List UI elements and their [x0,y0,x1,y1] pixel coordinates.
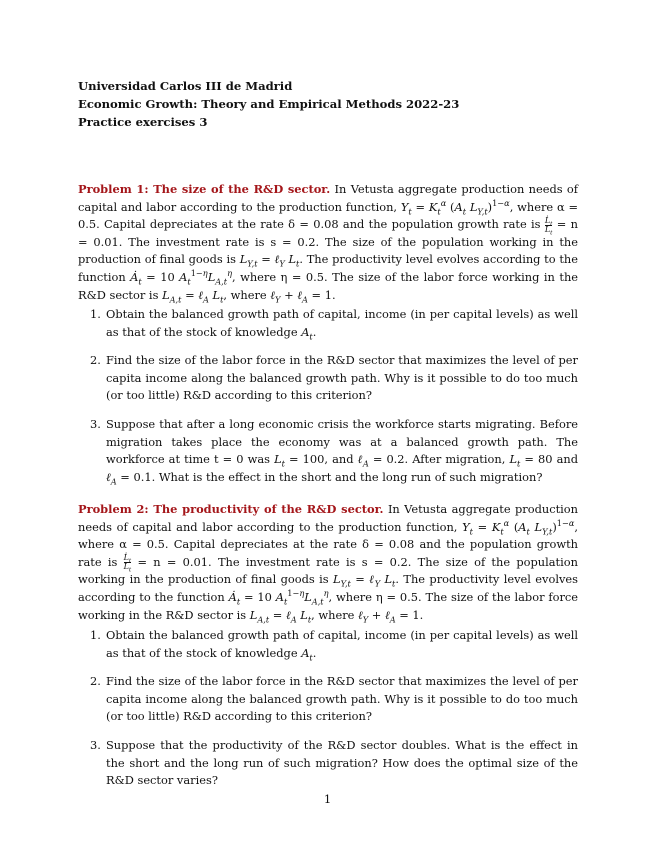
problem-2-question-2: 2. Find the size of the labor force in the R&D sector that maximizes the level of per capita income along the balanced growth path. Why is it possible to do too much (or too little) R&D according to this criterion? [90,674,578,724]
problem-1-questions [78,306,578,497]
problem-2-title: Problem 2: The productivity of the R&D sector. [78,502,384,516]
course-title: Economic Growth: Theory and Empirical Methods 2022-23 [78,97,460,111]
problem-1-question-3: 3. Suppose that after a long economic crisis the workforce starts migrating. Before migration takes place the economy was at a balanced growth path. The workforce at time t = 0 was $L_t = 100$, and ℓ$_A$ = 0.2. After migration, $L_t = 80$ and ℓ$_A$ = 0.1. What is the effect in the short and the long run of such migration? [90,416,579,487]
document-header [78,77,578,131]
page-number: 1 [323,792,332,806]
exercise-title: Practice exercises 3 [78,115,208,129]
problem-1-title: Problem 1: The size of the R&D sector. [78,182,331,196]
problem-2-question-1: 1. Obtain the balanced growth path of capital, income (in per capital levels) as well as that of the stock of knowledge $A_t$. [90,628,578,662]
university-name: Universidad Carlos III de Madrid [78,79,293,93]
problem-1-question-2: 2. Find the size of the labor force in the R&D sector that maximizes the level of per capita income along the balanced growth path. Why is it possible to do too much (or too little) R&D according to this criterion? [90,353,578,403]
problem-1-statement: Problem 1: The size of the R&D sector. In Vetusta aggregate production needs of capital and labor according to the production function, $Y_t = K_t^\alpha$ ($A_t$ $L_{Y,t})^{1-\alpha}$, where α = 0.5. Capital depreciates at the rate δ = 0.08 and the population growth rate is $\frac{L̇_t}{L_t}$ = n = 0.01. The investment rate is s = 0.2. The size of the population working in the production of final goods is $L_{Y,t}$ = ℓ$_Y$ $L_t$. The productivity level evolves according to the function $Ȧ_t = 10$ $A_t^{1-\eta}L_{A,t}^\eta$, where η = 0.5. The size of the labor force working in the R&D sector is $L_{A,t}$ = ℓ$_A$ $L_t$, where ℓ$_Y$ + ℓ$_A$ = 1. [78,182,579,304]
problem-2-question-3: 3. Suppose that the productivity of the R&D sector doubles. What is the effect in the short and the long run of such migration? How does the optimal size of the R&D sector varies? [90,737,578,788]
problem-1-question-1: 1. Obtain the balanced growth path of capital, income (in per capital levels) as well as that of the stock of knowledge $A_t$. [90,307,578,341]
problem-2-questions [78,627,578,801]
problem-2-statement: Problem 2: The productivity of the R&D sector. In Vetusta aggregate production needs of capital and labor according to the production function, $Y_t = K_t^\alpha$ ($A_t$ $L_{Y,t})^{1-\alpha}$, where α = 0.5. Capital depreciates at the rate δ = 0.08 and the population growth rate is $\frac{L̇_t}{L_t}$ = n = 0.01. The investment rate is s = 0.2. The size of the population working in the production of final goods is $L_{Y,t}$ = ℓ$_Y$ $L_t$. The productivity level evolves according to the function $Ȧ_t = 10$ $A_t^{1-\eta}L_{A,t}^\eta$, where η = 0.5. The size of the labor force working in the R&D sector is $L_{A,t}$ = ℓ$_A$ $L_t$, where ℓ$_Y$ + ℓ$_A$ = 1. [78,502,579,624]
